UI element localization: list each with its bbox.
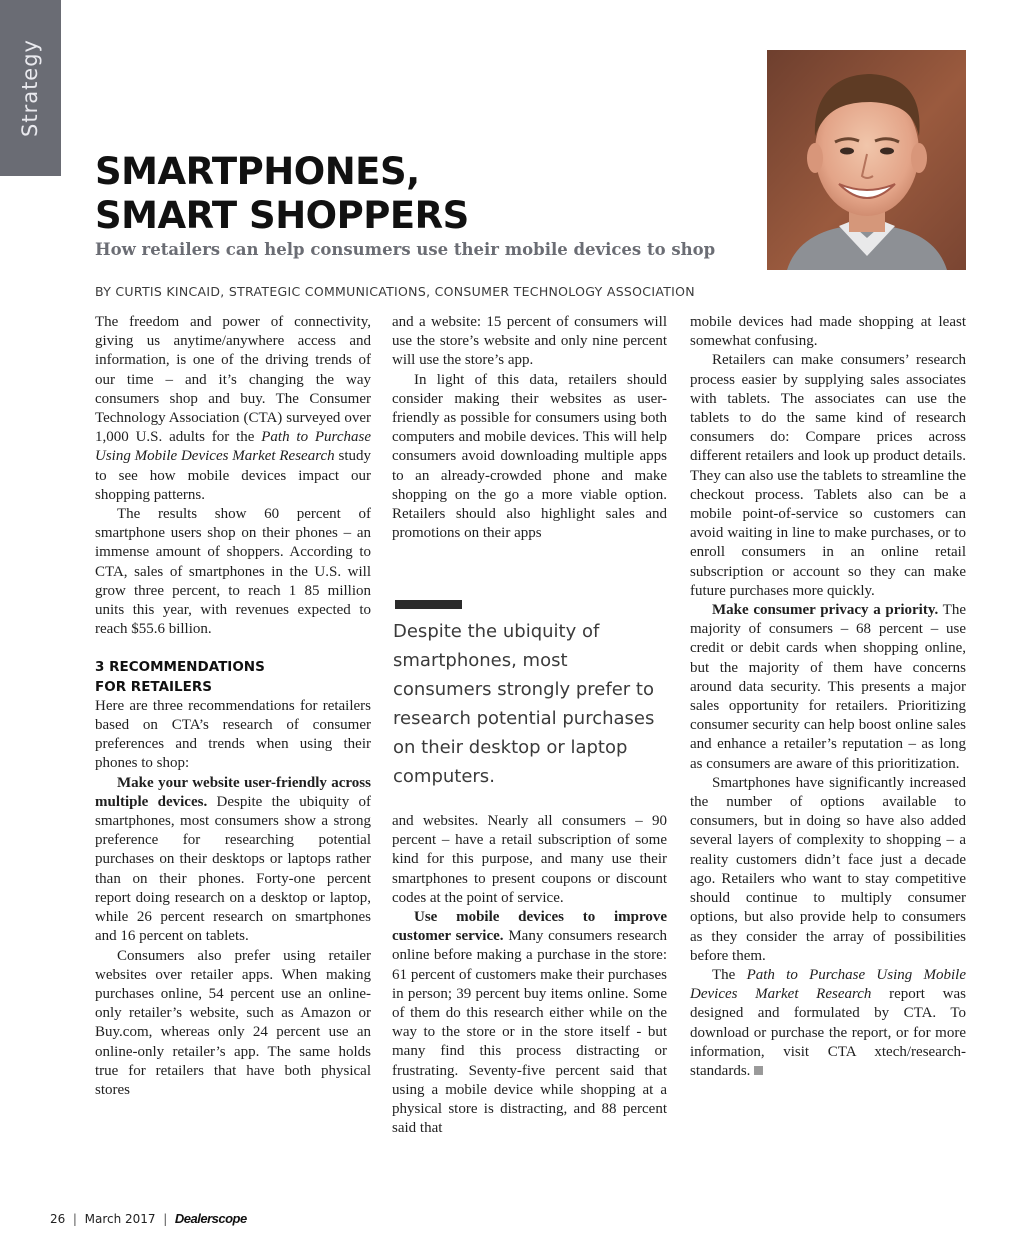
report-title: Path to Purchase Using Mobile Devices Market Research [690,966,966,1003]
pull-quote: Despite the ubiquity of smartphones, most consumers strongly prefer to research potential purchases on their desktop or laptop computers. [393,621,655,787]
pull-quote-rule [395,600,462,609]
paragraph: and a website: 15 percent of consumers will use the store’s website and only nine percent will use the store’s app. [392,314,667,369]
recommendation-heading: Make consumer privacy a priority. [712,602,939,619]
magazine-logo: Dealerscope [174,1211,247,1226]
paragraph: Smartphones have significantly increased the number of options available to consumers, but in doing so have also added several layers of complexity to shopping – a reality customers didn’t face just a decade ago. Retailers who want to stay competitive should continue to multiply consumer options, but also provide help to consumers as they consider the array of possibilities before them. [690,774,966,964]
paragraph: Make your website user-friendly across multiple devices. Despite the ubiquity of smartphones, most consumers show a strong preference for researching potential purchases on their desktops or laptops rather than on their phones. Forty-one percent report doing research on a desktop or laptop, while 26 percent research on smartphones and 16 percent on tablets. [95,774,371,945]
recommendation-heading: Make your website user-friendly across multiple devices. [95,774,371,810]
end-mark-icon [754,1066,763,1075]
article-column-2-top [392,313,667,543]
headline-line-1: SMARTPHONES, [95,150,420,193]
section-tab-label: Strategy [18,39,42,137]
page-footer: 26 | March 2017 | Dealerscope [50,1211,247,1226]
article-column-1 [95,313,371,1100]
byline: BY CURTIS KINCAID, STRATEGIC COMMUNICATIONS, CONSUMER TECHNOLOGY ASSOCIATION [95,284,695,299]
headline-line-2: SMART SHOPPERS [95,194,469,237]
paragraph: Use mobile devices to improve customer service. Many consumers research online before making a purchase in the store: 61 percent of customers make their purchases in person; 39 percent buy items online. Some of them do this research either while on the way to the store or in the store itself - but many find this process distracting or frustrating. Seventy-five percent said that using a mobile device while shopping at a physical store is distracting, and 88 percent said that [392,909,667,1137]
article-column-3 [690,313,966,1081]
paragraph: The results show 60 percent of smartphone users shop on their phones – an immense amount of shoppers. According to CTA, sales of smartphones in the U.S. will grow three percent, to reach 1 85 million units this year, with revenues expected to reach $55.6 billion. [95,506,371,638]
issue-date: March 2017 [84,1212,156,1226]
paragraph: and websites. Nearly all consumers – 90 percent – have a retail subscription of some kind for this purpose, and many use their smartphones to present coupons or discount codes at the point of service. [392,813,667,906]
recommendation-heading: Use mobile devices to improve customer service. [392,909,667,945]
paragraph: The Path to Purchase Using Mobile Devices Market Research report was designed and formulated by CTA. To download or purchase the report, or for more information, visit CTA xtech/research-standards. [690,966,966,1079]
subhead: How retailers can help consumers use their mobile devices to shop [95,240,716,259]
page-number: 26 [50,1212,66,1226]
paragraph: Here are three recommendations for retailers based on CTA’s research of consumer preferences and trends when using their phones to shop: [95,697,371,772]
section-heading: 3 RECOMMENDATIONS FOR RETAILERS [95,659,265,695]
section-tab [0,0,61,176]
paragraph: mobile devices had made shopping at least somewhat confusing. [690,314,966,350]
headline [95,150,469,238]
paragraph: Retailers can make consumers’ research process easier by supplying sales associates with tablets. The associates can use the tablets to do the same kind of research consumers do: Compare prices across different retailers and look up product details. They can also use the tablets to streamline the checkout process. Tablets also can be a mobile point-of-service so customers can avoid waiting in line to make purchases, or to enroll consumers in an online retail subscription or account so they can make future purchases more quickly. [690,352,966,599]
article-column-2-bottom [392,812,667,1138]
paragraph: Consumers also prefer using retailer websites over retailer apps. When making purchases online, 54 percent use an online-only retailer’s website, such as Amazon or Buy.com, whereas only 24 percent use an online-only retailer’s app. The same holds true for retailers that have both physical stores [95,947,371,1098]
paragraph: In light of this data, retailers should consider making their websites as user-friendly as possible for consumers using both computers and mobile devices. This will help consumers avoid downloading multiple apps to an already-crowded phone and make shopping on the go a more viable option. Retailers should also highlight sales and promotions on their apps [392,371,667,542]
paragraph: The freedom and power of connectivity, giving us anytime/anywhere access and information, is one of the driving trends of our time – and it’s changing the way consumers shop and buy. The Consumer Technology Association (CTA) surveyed over 1,000 U.S. adults for the Path to Purchase Using Mobile Devices Market Research study to see how mobile devices impact our shopping patterns. [95,314,371,503]
paragraph: Make consumer privacy a priority. The majority of consumers – 68 percent – use credit or debit cards when shopping online, but the majority of them have concerns around data security. This presents a major sales opportunity for retailers. Prioritizing consumer security can help boost online sales and enhance a retailer’s reputation – as long as consumers are aware of this prioritization. [690,602,966,772]
author-photo [767,50,966,270]
report-title: Path to Purchase Using Mobile Devices Market Research [95,429,371,465]
